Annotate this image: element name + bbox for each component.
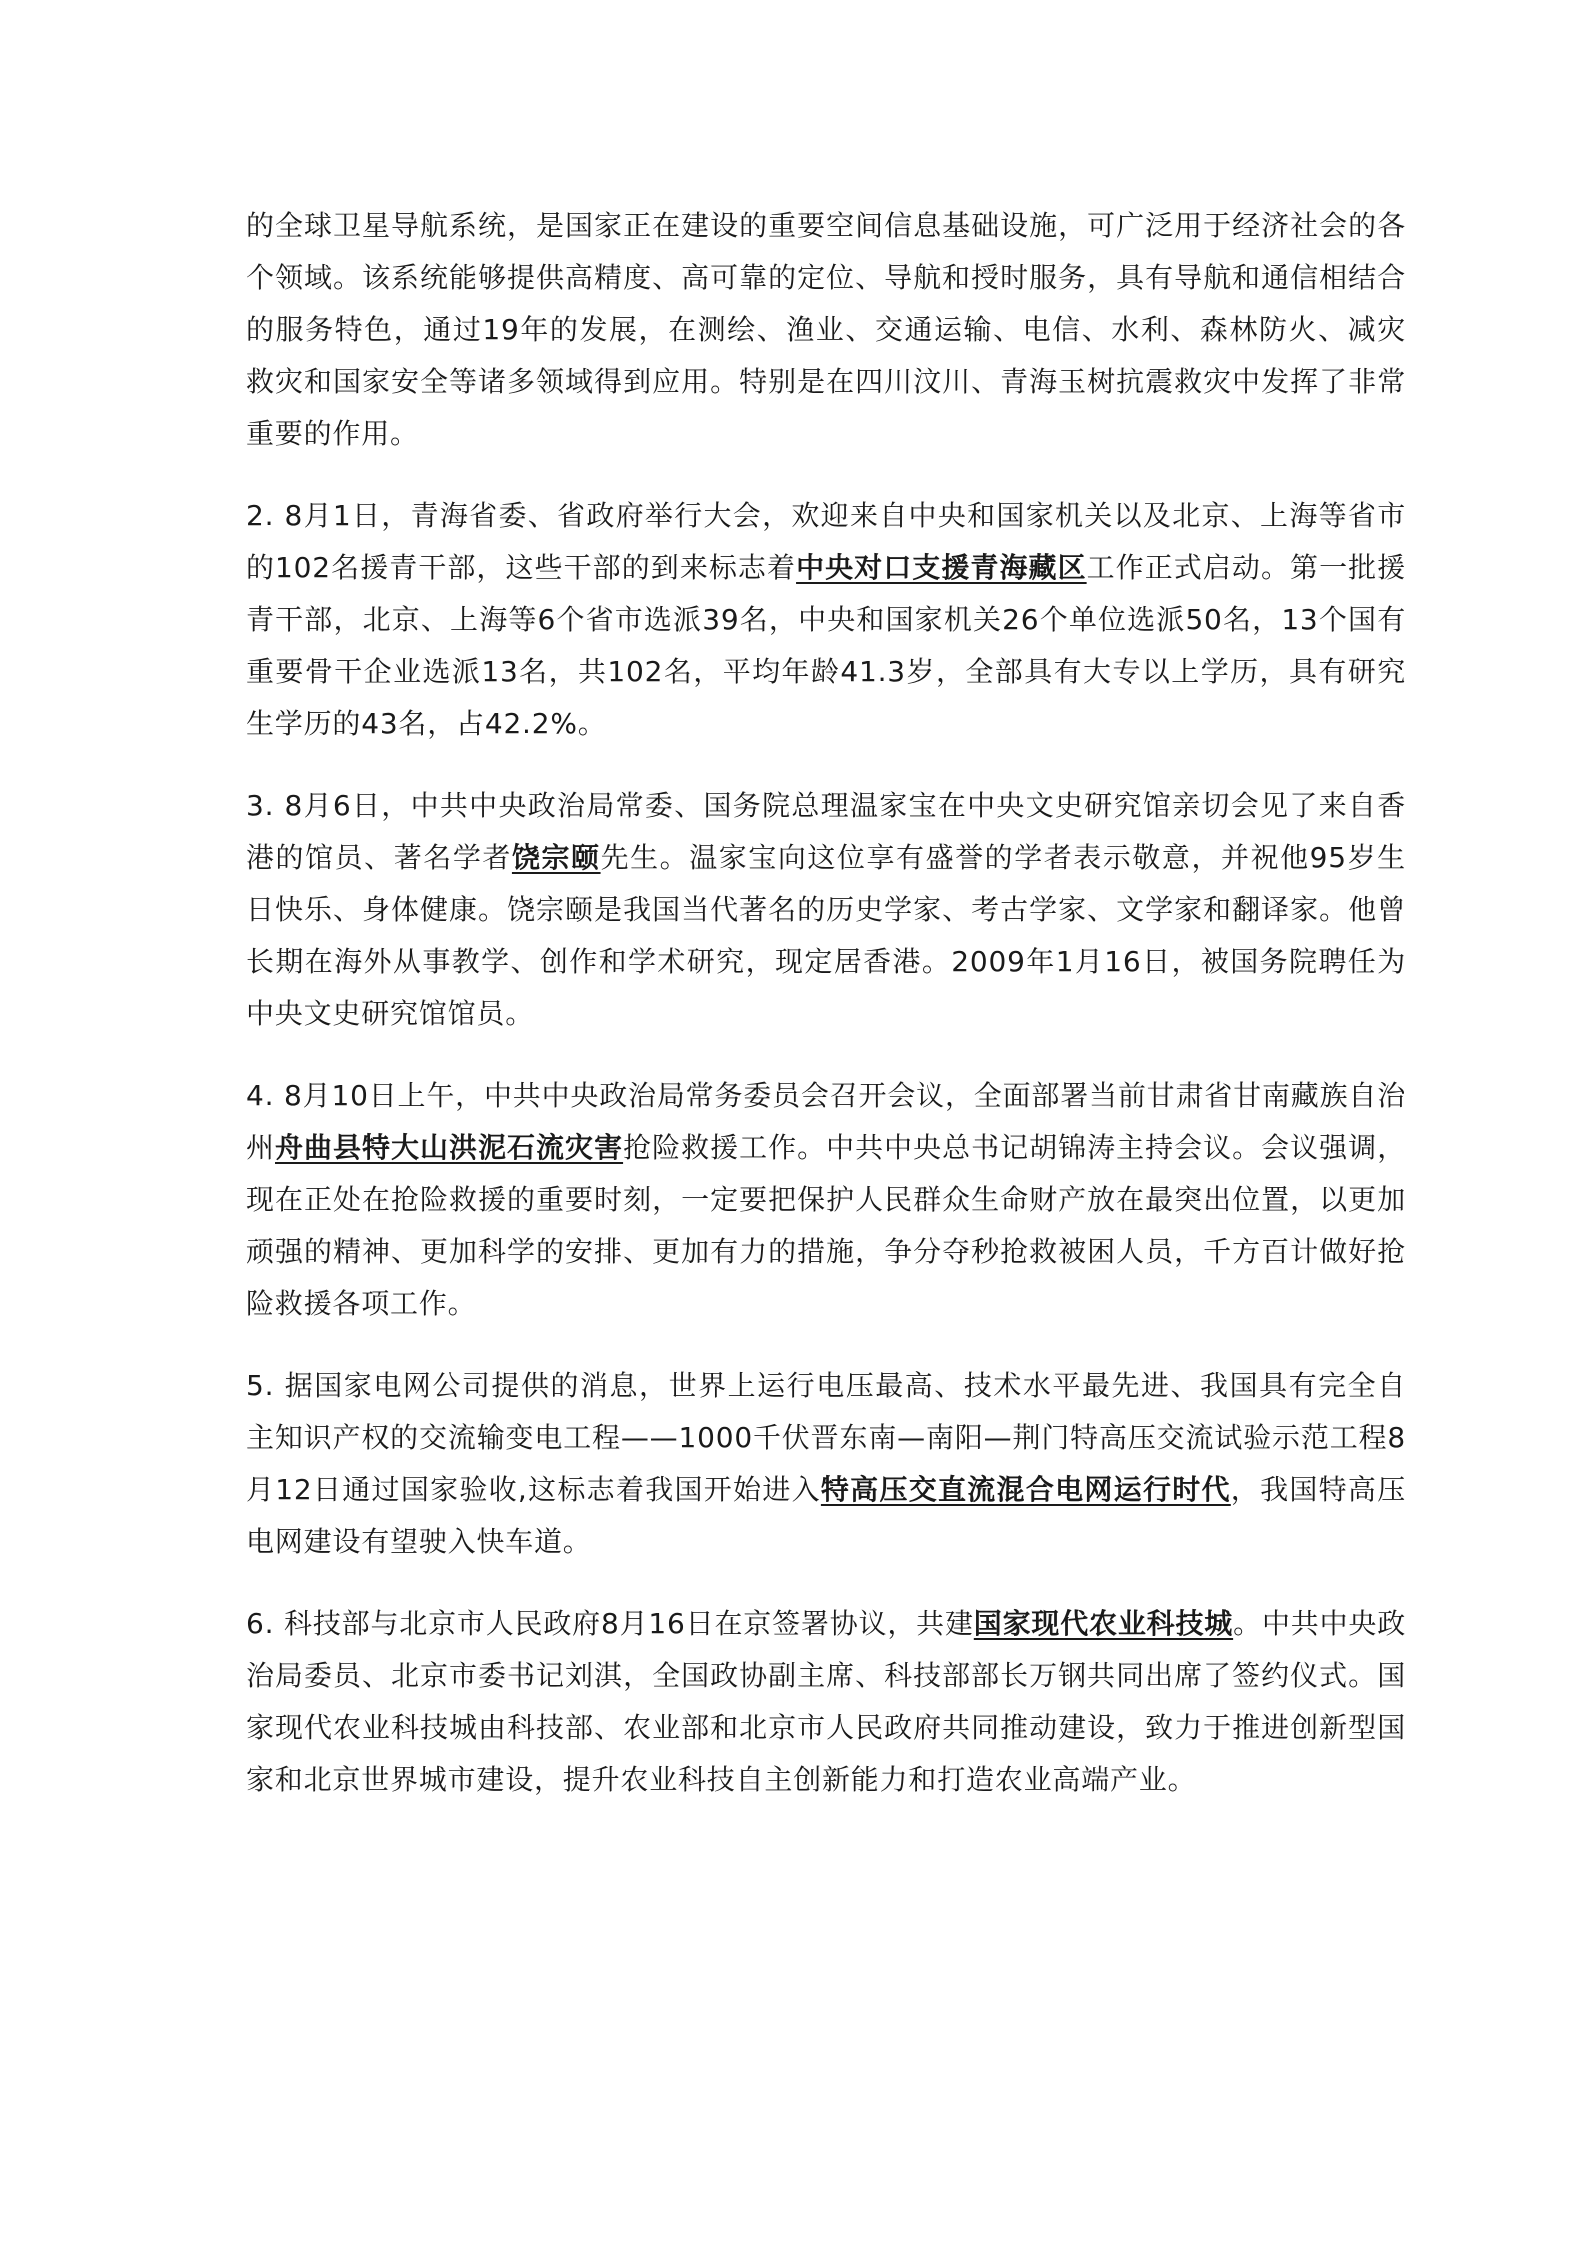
highlighted-term: 中央对口支援青海藏区 [796,551,1087,584]
paragraph-item-3 [246,780,1406,1040]
paragraph-item-5 [246,1360,1406,1568]
paragraph-item-4 [246,1070,1406,1330]
paragraph-text: 5. 据国家电网公司提供的消息，世界上运行电压最高、技术水平最先进、我国具有完全自主知识产权的交流输变电工程——1000千伏晋东南—南阳—荆门特高压交流试验示范工程8月12日通过国家验收,这标志着我国开始进入 [246,1369,1406,1506]
paragraph-text: 先生。温家宝向这位享有盛誉的学者表示敬意，并祝他95岁生日快乐、身体健康。饶宗颐是我国当代著名的历史学家、考古学家、文学家和翻译家。他曾长期在海外从事教学、创作和学术研究，现定居香港。2009年1月16日，被国务院聘任为中央文史研究馆馆员。 [246,841,1406,1030]
paragraph-text: 4. 8月10日上午，中共中央政治局常务委员会召开会议，全面部署当前甘肃省甘南藏族自治州 [246,1079,1406,1164]
paragraph-text: 抢险救援工作。中共中央总书记胡锦涛主持会议。会议强调，现在正处在抢险救援的重要时刻，一定要把保护人民群众生命财产放在最突出位置，以更加顽强的精神、更加科学的安排、更加有力的措施，争分夺秒抢救被困人员，千方百计做好抢险救援各项工作。 [246,1131,1406,1320]
paragraph-item-6 [246,1598,1406,1806]
paragraph-text: 的全球卫星导航系统，是国家正在建设的重要空间信息基础设施，可广泛用于经济社会的各个领域。该系统能够提供高精度、高可靠的定位、导航和授时服务，具有导航和通信相结合的服务特色，通过19年的发展，在测绘、渔业、交通运输、电信、水利、森林防火、减灾救灾和国家安全等诸多领域得到应用。特别是在四川汶川、青海玉树抗震救灾中发挥了非常重要的作用。 [246,209,1406,450]
highlighted-term: 国家现代农业科技城 [973,1607,1234,1640]
paragraph-text: 3. 8月6日，中共中央政治局常委、国务院总理温家宝在中央文史研究馆亲切会见了来自香港的馆员、著名学者 [246,789,1406,874]
highlighted-term: 特高压交直流混合电网运行时代 [820,1473,1231,1506]
highlighted-term: 饶宗颐 [511,841,601,874]
paragraph-text: 工作正式启动。第一批援青干部，北京、上海等6个省市选派39名，中央和国家机关26个单位选派50名，13个国有重要骨干企业选派13名，共102名，平均年龄41.3岁，全部具有大专以上学历，具有研究生学历的43名，占42.2%。 [246,551,1406,740]
paragraph-item-2 [246,490,1406,750]
paragraph-gps-intro [246,200,1406,460]
highlighted-term: 舟曲县特大山洪泥石流灾害 [275,1131,624,1164]
document-page [246,200,1406,1836]
paragraph-text: 。中共中央政治局委员、北京市委书记刘淇，全国政协副主席、科技部部长万钢共同出席了签约仪式。国家现代农业科技城由科技部、农业部和北京市人民政府共同推动建设，致力于推进创新型国家和北京世界城市建设，提升农业科技自主创新能力和打造农业高端产业。 [246,1607,1406,1796]
paragraph-text: 2. 8月1日，青海省委、省政府举行大会，欢迎来自中央和国家机关以及北京、上海等省市的102名援青干部，这些干部的到来标志着 [246,499,1406,584]
paragraph-text: 6. 科技部与北京市人民政府8月16日在京签署协议，共建 [246,1607,974,1640]
paragraph-text: ，我国特高压电网建设有望驶入快车道。 [246,1473,1406,1558]
